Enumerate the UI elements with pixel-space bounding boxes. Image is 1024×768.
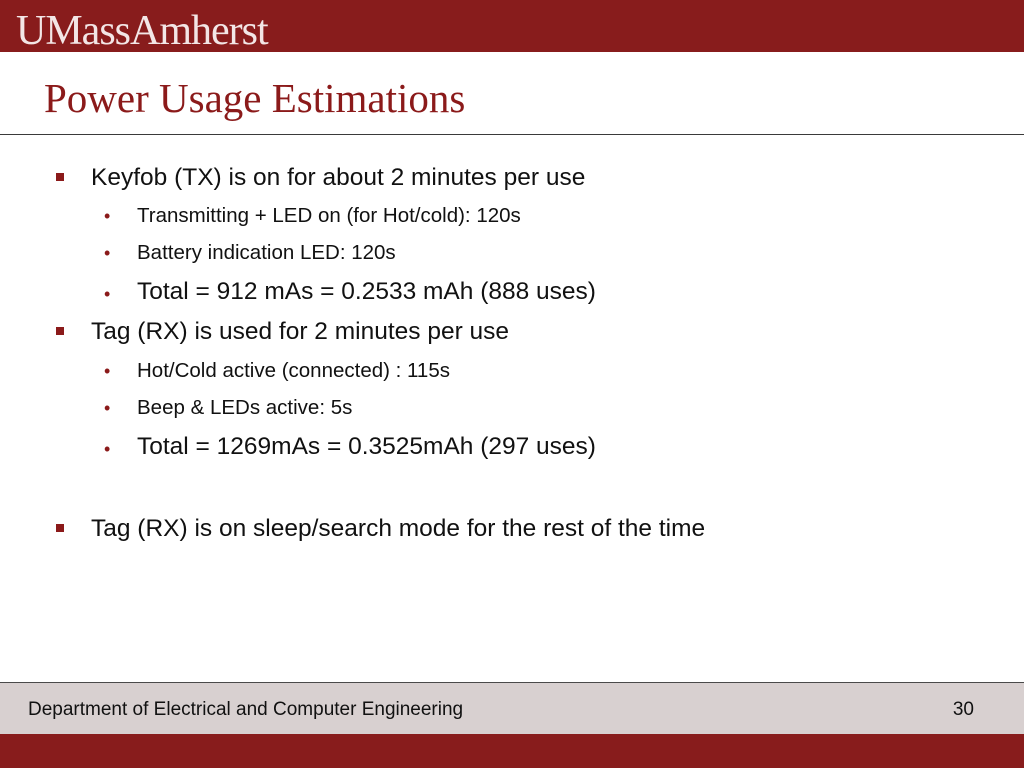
sub-bullet-text: Beep & LEDs active: 5s [137,396,353,419]
sub-bullet-text: Hot/Cold active (connected) : 115s [137,359,450,382]
square-bullet-icon [56,173,64,181]
dot-bullet-icon: • [104,284,111,304]
dot-bullet-icon: • [104,243,111,263]
dot-bullet-icon: • [104,206,111,226]
dot-bullet-icon: • [104,439,111,459]
bottom-band [0,734,1024,768]
dot-bullet-icon: • [104,398,111,418]
page-number: 30 [952,699,974,720]
title-divider [0,134,1024,135]
bullet-text: Tag (RX) is used for 2 minutes per use [91,318,510,345]
umass-amherst-logo: UMassAmherst [16,8,268,54]
slide-title: Power Usage Estimations [44,75,466,121]
sub-bullet-text: Total = 912 mAs = 0.2533 mAh (888 uses) [137,278,596,305]
sub-bullet-text: Total = 1269mAs = 0.3525mAh (297 uses) [137,433,596,460]
footer-bar [0,682,1024,735]
bullet-text: Keyfob (TX) is on for about 2 minutes per use [91,164,586,191]
dot-bullet-icon: • [104,361,111,381]
square-bullet-icon [56,327,64,335]
sub-bullet-text: Transmitting + LED on (for Hot/cold): 120s [137,204,521,227]
square-bullet-icon [56,524,64,532]
header-band [0,0,1024,52]
sub-bullet-text: Battery indication LED: 120s [137,241,396,264]
bullet-text: Tag (RX) is on sleep/search mode for the rest of the time [91,515,706,542]
department-name: Department of Electrical and Computer Engineering [28,699,464,720]
